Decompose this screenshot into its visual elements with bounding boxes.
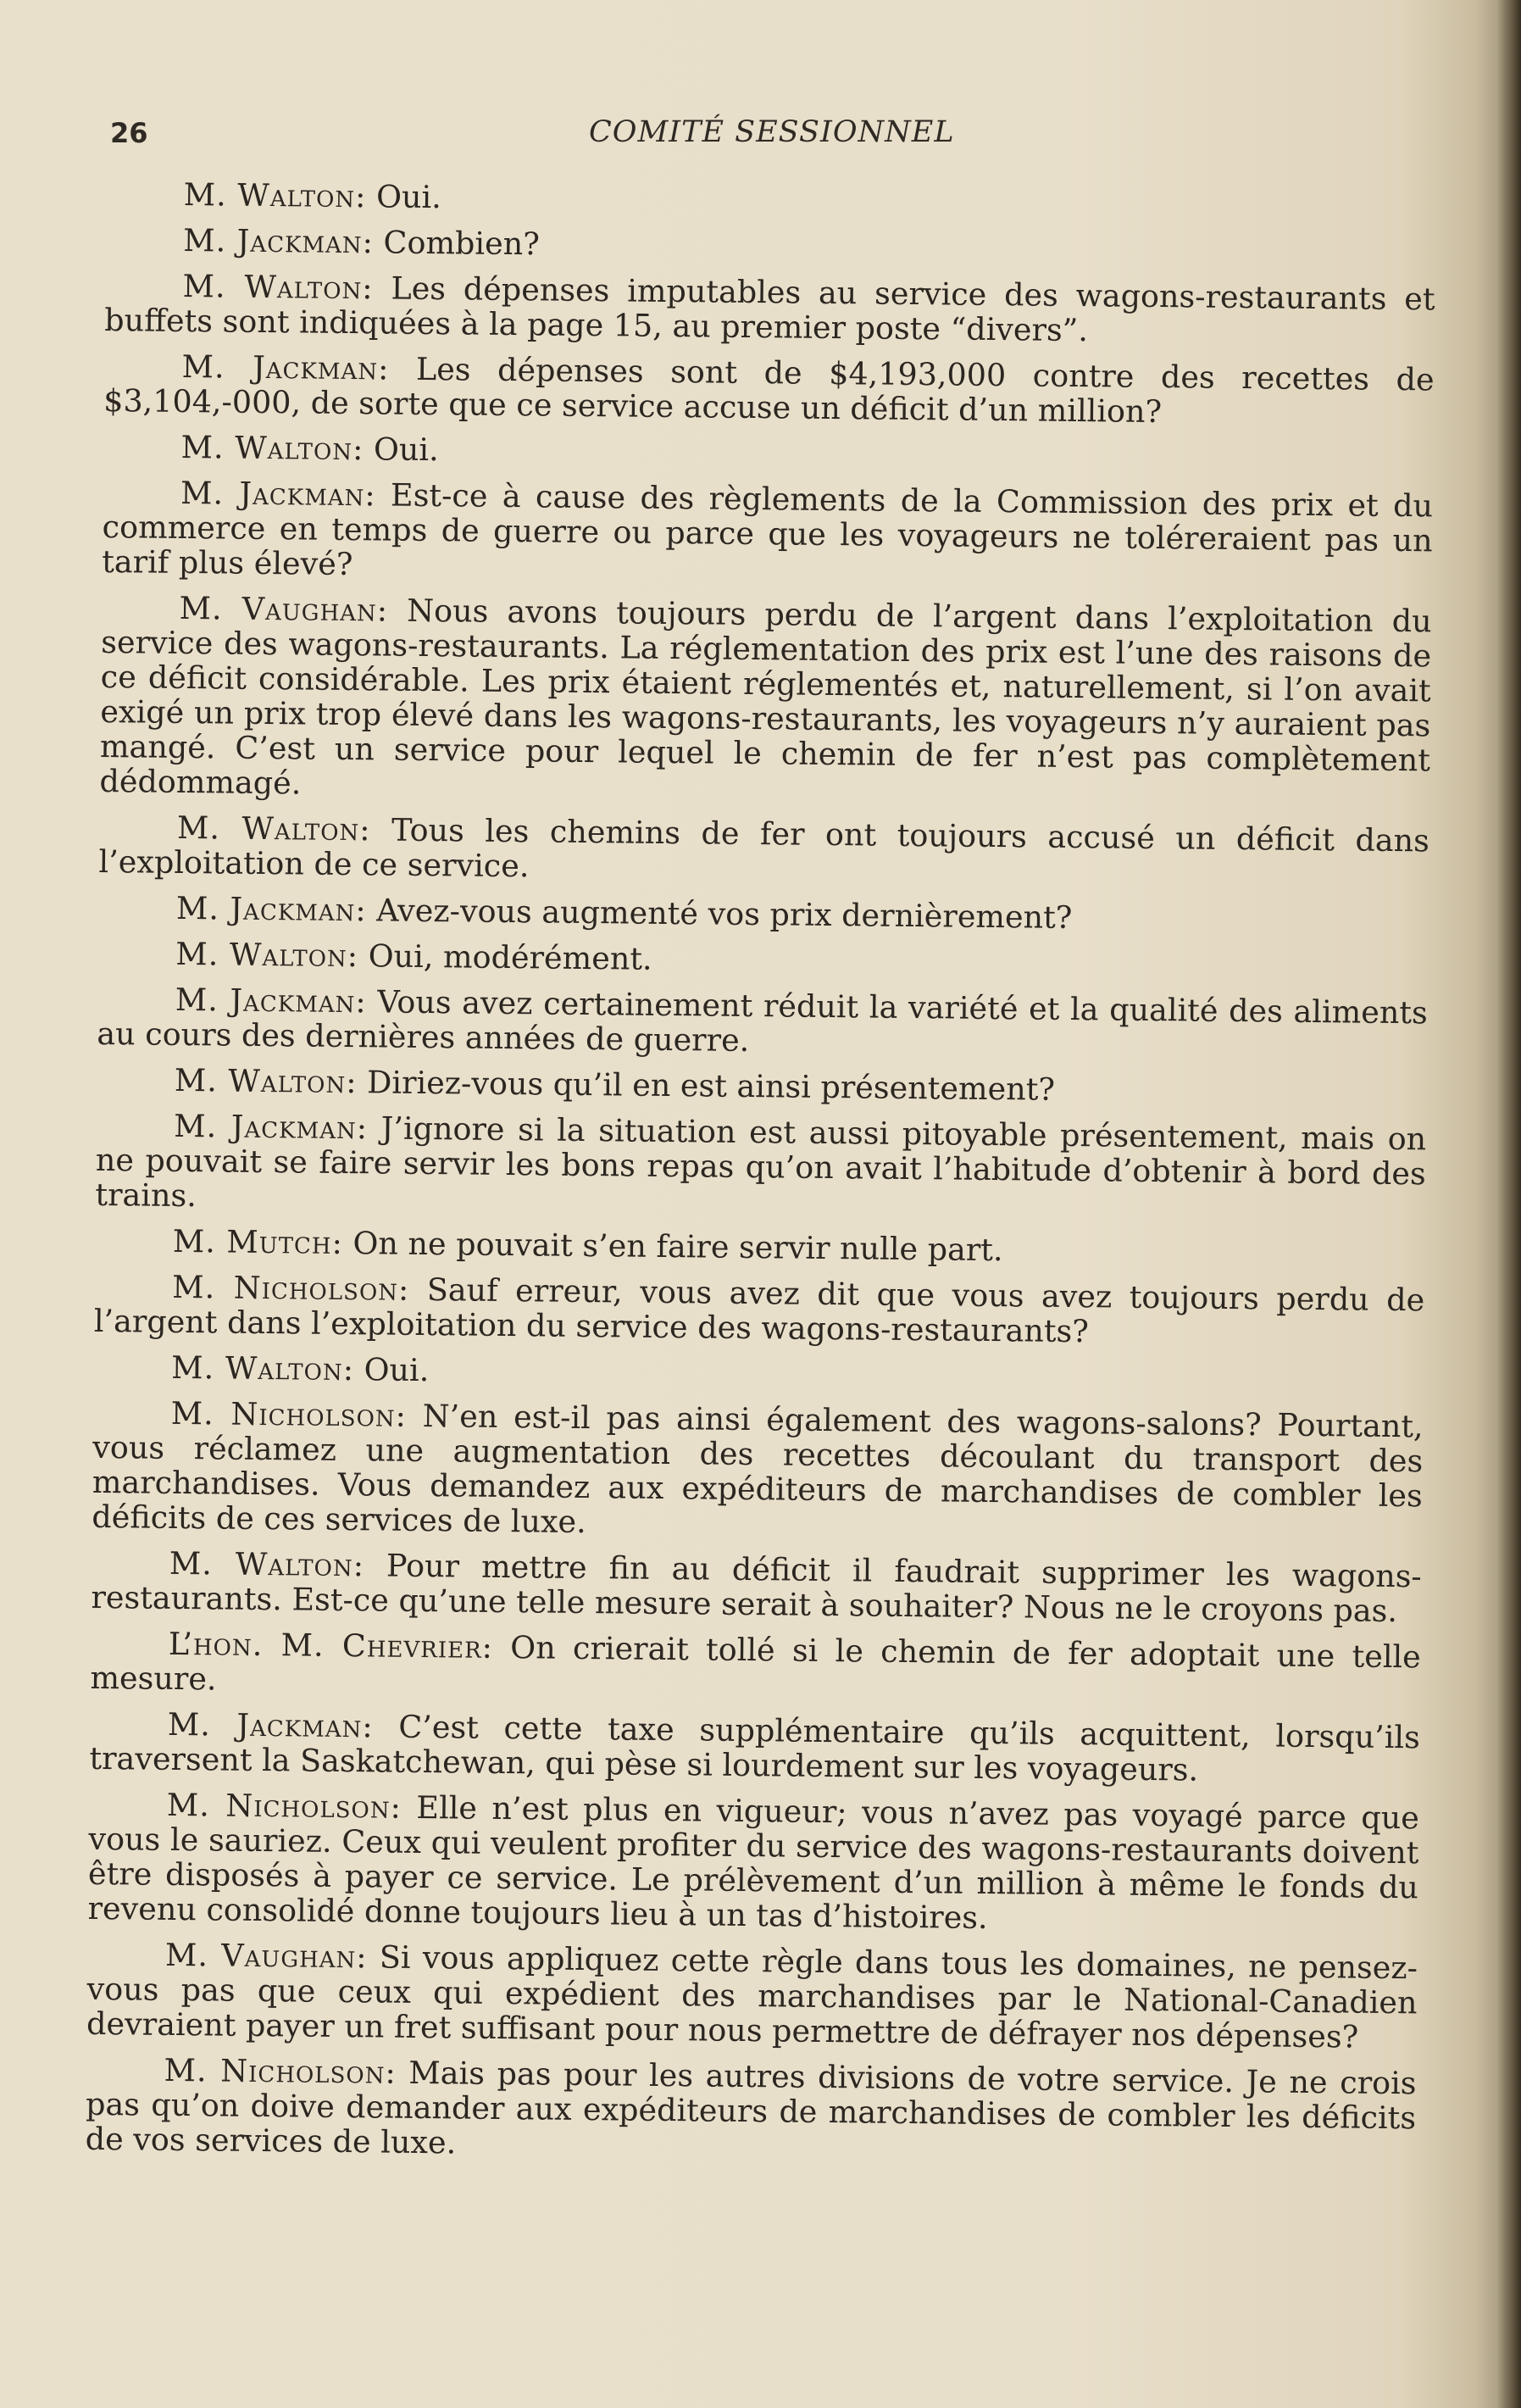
speech-text: Elle n’est plus en vigueur; vous n’avez pas voyagé parce que vous le sauriez. Ceux qui veulent profiter du service des wagons-restaurants doivent être disposés à payer ce service. Le prélèvement d’un million à même le fonds du revenu consolidé donne toujours lieu à un tas d’histoires. [87,1788,1420,1937]
speaker-name: M. Walton: [176,809,371,848]
dialogue-paragraph [104,268,1435,351]
running-title: COMITÉ SESSIONNEL [589,115,955,149]
speaker-name: M. Nicholson: [166,1786,402,1826]
dialogue-paragraph [103,429,1433,477]
speaker-name: M. Mutch: [172,1222,344,1261]
dialogue-paragraph [91,1545,1422,1628]
speech-text: Sauf erreur, vous avez dit que vous avez toujours perdu de l’argent dans l’exploitation du service des wagons-restaurants? [93,1271,1425,1350]
dialogue-paragraph [102,475,1433,592]
dialogue-paragraph [98,890,1429,938]
speech-text: Avez-vous augmenté vos prix dernièrement? [366,892,1073,936]
speaker-name: M. Jackman: [175,889,367,929]
speech-text: Oui. [366,178,442,216]
speaker-name: M. Jackman: [180,474,376,514]
speech-text: Les dépenses sont de $4,193,000 contre des recettes de $3,104,-000, de sorte que ce service accuse un déficit d’un million? [103,350,1435,431]
speech-text: On ne pouvait s’en faire servir nulle part. [342,1225,1003,1269]
dialogue-paragraph [93,1349,1424,1398]
speech-text: N’en est-il pas ainsi également des wagons-salons? Pourtant, vous réclamez une augmentation des recettes découlant du transport des marchandises. Vous demandez aux expéditeurs de marchandises de combler les déficits de ces services de luxe. [92,1397,1424,1541]
dialogue-paragraph [105,222,1435,270]
page-number: 26 [110,117,148,149]
speaker-name: M. Walton: [175,935,359,975]
speech-text: Nous avons toujours perdu de l’argent dans l’exploitation du service des wagons-restaurants. La réglementation des prix est l’une des raisons de ce déficit considérable. Les prix étaient réglementés et, naturellement, si l’on avait exigé un prix trop élevé dans les wagons-restaurants, les voyageurs n’y auraient pas mangé. C’est un service pour lequel le chemin de fer n’est pas complètement dédommagé. [99,592,1432,802]
speech-text: C’est cette taxe supplémentaire qu’ils acquittent, lorsqu’ils traversent la Saskatchewan, qui pèse si lourdement sur les voyageurs. [89,1708,1421,1788]
speaker-name: M. Walton: [169,1544,365,1584]
dialogue-paragraph [89,1706,1420,1789]
speech-text: Les dépenses imputables au service des wagons-restaurants et buffets sont indiquées à la page 15, au premier poste “divers”. [103,270,1435,349]
speaker-name: M. Walton: [183,175,367,215]
dialogue-paragraph [95,1108,1426,1226]
dialogue-paragraph [92,1395,1424,1548]
speech-text: Diriez-vous qu’il en est ainsi présentement? [357,1064,1056,1108]
speaker-name: M. Walton: [174,1061,358,1101]
speaker-name: M. Nicholson: [172,1268,410,1308]
speaker-name: M. Jackman: [174,1107,369,1147]
dialogue-paragraph [97,982,1428,1065]
speaker-name: M. Jackman: [182,221,375,261]
speech-text: Oui. [364,431,439,469]
dialogue-paragraph [95,1223,1425,1271]
speaker-name: L’hon. M. Chevrier: [168,1625,494,1666]
speech-text: J’ignore si la situation est aussi pitoyable présentement, mais on ne pouvait se faire servir les bons repas qu’on avait l’habitude d’obtenir à bord des trains. [95,1109,1427,1215]
dialogue-paragraph [103,348,1435,431]
page-header [110,112,1432,154]
transcript-body [85,176,1436,2181]
speech-text: Oui, modérément. [358,937,652,977]
dialogue-paragraph [90,1626,1421,1709]
speaker-name: M. Jackman: [167,1705,374,1745]
speaker-name: M. Walton: [171,1349,355,1388]
speaker-name: M. Nicholson: [170,1394,408,1434]
dialogue-paragraph [86,2052,1417,2170]
speaker-name: M. Walton: [182,267,374,307]
speech-text: Est-ce à cause des règlements de la Commission des prix et du commerce en temps de guerre ou parce que les voyageurs ne toléreraient pas un tarif plus élevé? [102,476,1434,583]
speaker-name: M. Nicholson: [164,2051,397,2091]
dialogue-paragraph [97,936,1428,984]
dialogue-paragraph [106,176,1436,225]
dialogue-paragraph [86,1937,1418,2055]
dialogue-paragraph [99,590,1431,812]
dialogue-paragraph [87,1787,1419,1939]
dialogue-paragraph [98,809,1429,893]
speaker-name: M. Vaughan: [164,1936,368,1976]
dialogue-paragraph [97,1062,1427,1110]
speech-text: Mais pas pour les autres divisions de votre service. Je ne crois pas qu’on doive demander aux expéditeurs de marchandises de combler les déficits de vos services de luxe. [85,2054,1417,2161]
dialogue-paragraph [94,1269,1425,1352]
binding-shadow [1497,0,1521,2408]
speech-text: Combien? [373,224,541,263]
speaker-name: M. Jackman: [175,981,367,1020]
speech-text: Si vous appliquez cette règle dans tous les domaines, ne pensez-vous pas que ceux qui expédient des marchandises par le National-Canadien devraient payer un fret suffisant pour nous permettre de défrayer nos dépenses? [86,1938,1418,2055]
speaker-name: M. Vaughan: [179,589,389,629]
speaker-name: M. Walton: [180,428,364,468]
speech-text: Vous avez certainement réduit la variété et la qualité des aliments au cours des dernières années de guerre. [97,983,1428,1059]
speaker-name: M. Jackman: [181,348,390,387]
speech-text: On crierait tollé si le chemin de fer adoptait une telle mesure. [90,1628,1422,1698]
speech-text: Pour mettre fin au déficit il faudrait supprimer les wagons-restaurants. Est-ce qu’une telle mesure serait à souhaiter? Nous ne le croyons pas. [91,1547,1423,1630]
speech-text: Tous les chemins de fer ont toujours accusé un déficit dans l’exploitation de ce service. [98,811,1430,885]
speech-text: Oui. [353,1351,430,1389]
